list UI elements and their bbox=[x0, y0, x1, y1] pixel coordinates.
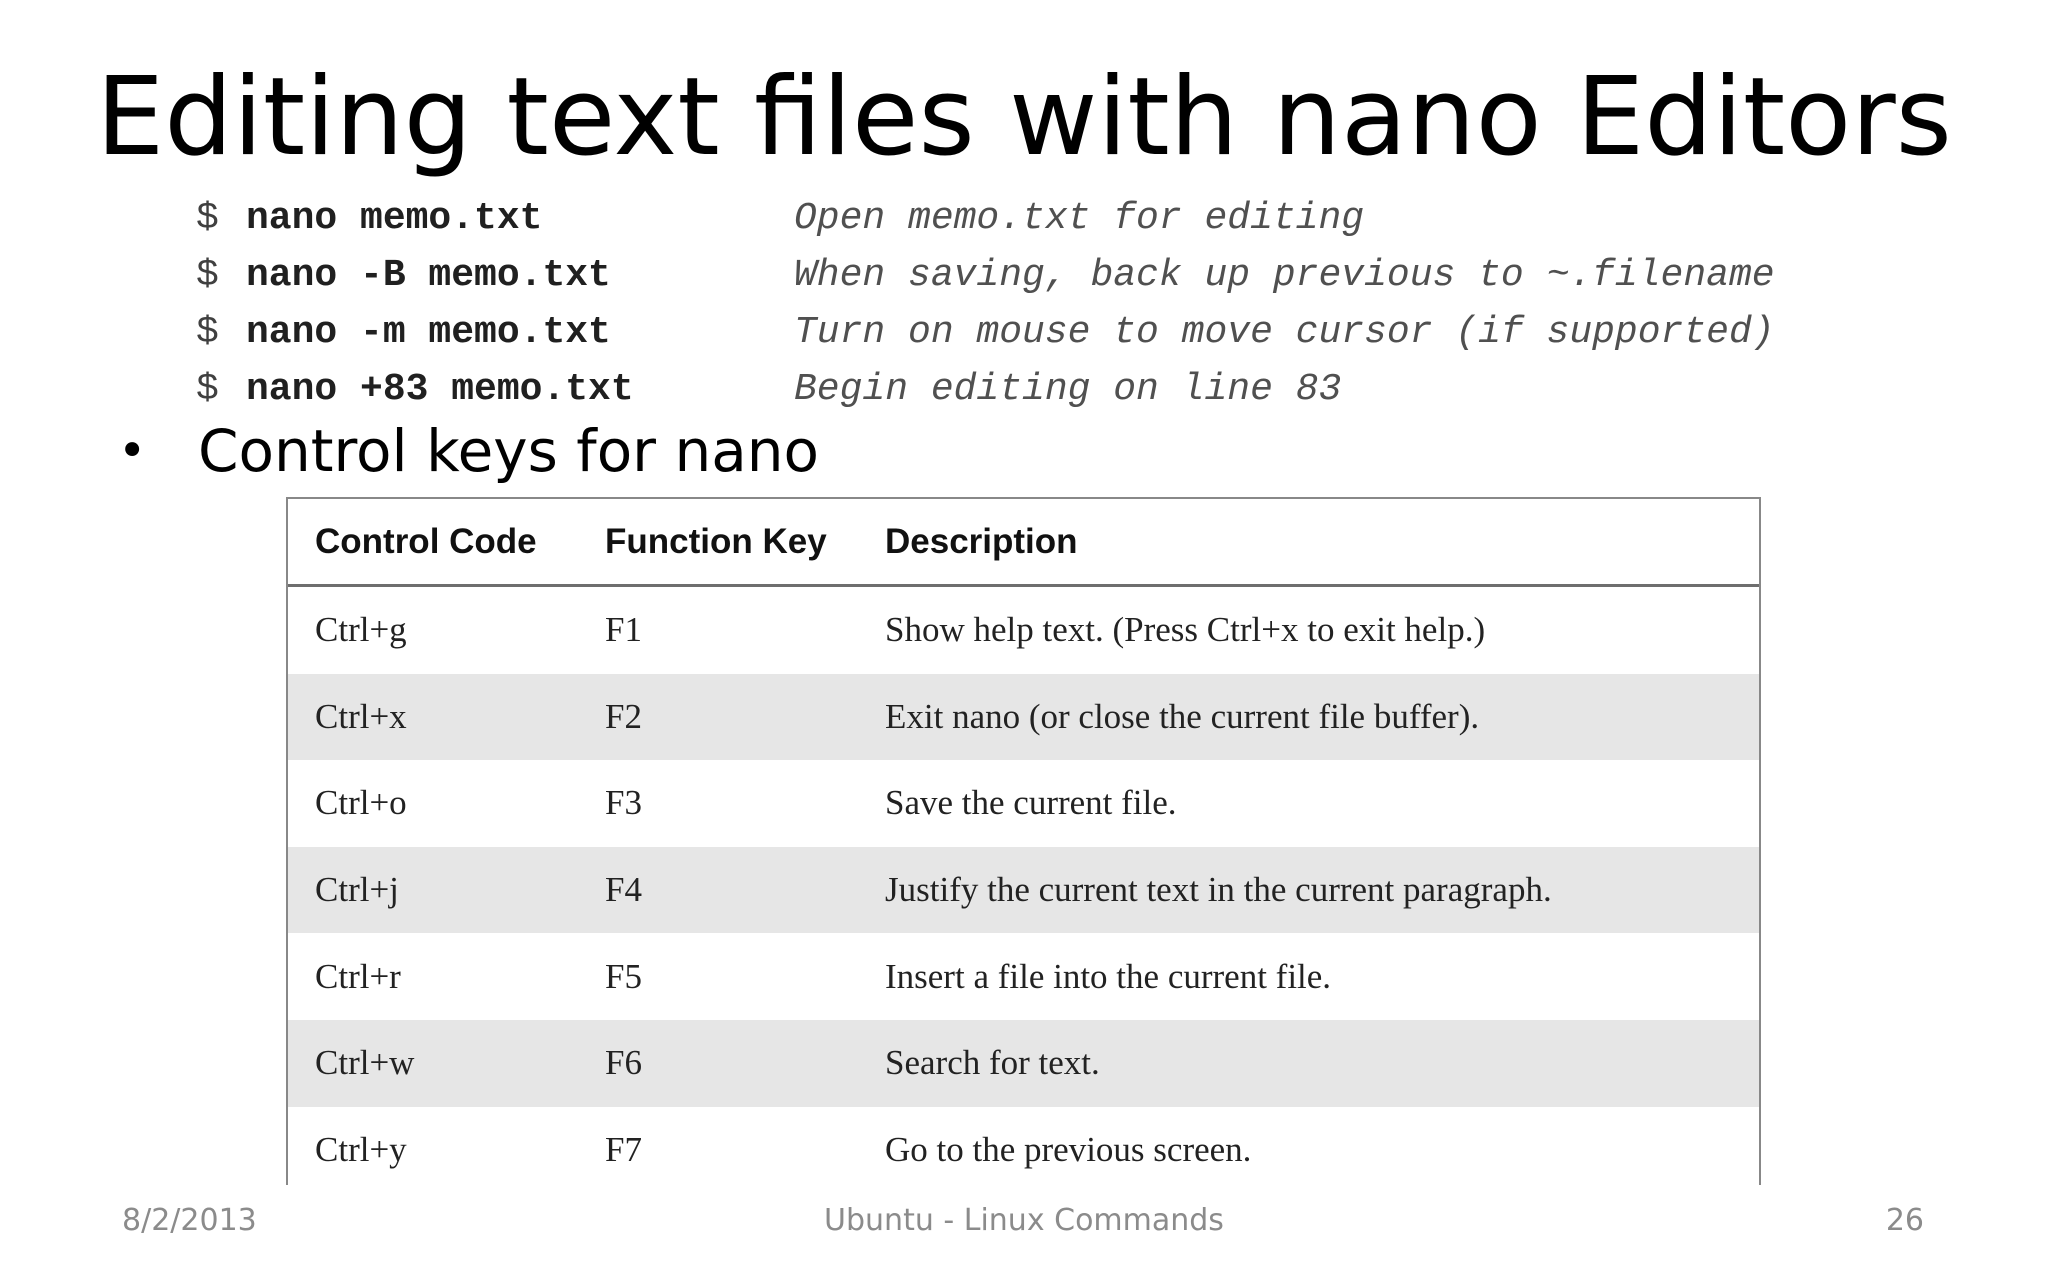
shell-prompt: $ bbox=[196, 368, 219, 411]
control-code-cell: Ctrl+y bbox=[315, 1129, 407, 1169]
nano-control-keys-table bbox=[286, 497, 1761, 1185]
table-row bbox=[288, 933, 1759, 1020]
command-text: nano -B memo.txt bbox=[246, 254, 611, 297]
bullet-text: Control keys for nano bbox=[198, 417, 820, 485]
function-key-cell: F7 bbox=[605, 1129, 642, 1169]
description-cell: Show help text. (Press Ctrl+x to exit help.) bbox=[885, 610, 1486, 650]
shell-prompt: $ bbox=[196, 311, 219, 354]
function-key-cell: F5 bbox=[605, 956, 642, 996]
command-row-mouse bbox=[196, 304, 1876, 361]
command-row-backup bbox=[196, 247, 1876, 304]
function-key-cell: F2 bbox=[605, 696, 642, 736]
footer-date: 8/2/2013 bbox=[122, 1203, 257, 1238]
description-cell: Insert a file into the current file. bbox=[885, 956, 1332, 996]
shell-prompt: $ bbox=[196, 197, 219, 240]
footer-title: Ubuntu - Linux Commands bbox=[824, 1203, 1224, 1238]
command-description: Turn on mouse to move cursor (if supported) bbox=[794, 311, 1775, 354]
function-key-cell: F4 bbox=[605, 870, 642, 910]
command-row-open bbox=[196, 190, 1876, 247]
function-key-cell: F3 bbox=[605, 783, 642, 823]
command-description: Begin editing on line 83 bbox=[794, 368, 1342, 411]
control-code-cell: Ctrl+g bbox=[315, 610, 407, 650]
table-row bbox=[288, 587, 1759, 674]
command-text: nano -m memo.txt bbox=[246, 311, 611, 354]
description-cell: Exit nano (or close the current file buffer). bbox=[885, 696, 1480, 736]
bullet-control-keys bbox=[118, 412, 819, 490]
column-header-description: Description bbox=[885, 521, 1078, 561]
column-header-control-code: Control Code bbox=[315, 521, 537, 561]
control-code-cell: Ctrl+x bbox=[315, 696, 407, 736]
function-key-cell: F1 bbox=[605, 610, 642, 650]
command-description: When saving, back up previous to ~.filename bbox=[794, 254, 1775, 297]
table-row bbox=[288, 1020, 1759, 1107]
table-row bbox=[288, 1107, 1759, 1185]
control-code-cell: Ctrl+r bbox=[315, 956, 401, 996]
table-header-row bbox=[288, 499, 1759, 587]
command-description: Open memo.txt for editing bbox=[794, 197, 1365, 240]
column-header-function-key: Function Key bbox=[605, 521, 827, 561]
command-row-line bbox=[196, 361, 1876, 418]
footer-page-number: 26 bbox=[1885, 1203, 1924, 1238]
control-code-cell: Ctrl+o bbox=[315, 783, 407, 823]
function-key-cell: F6 bbox=[605, 1043, 642, 1083]
command-text: nano +83 memo.txt bbox=[246, 368, 634, 411]
description-cell: Search for text. bbox=[885, 1043, 1100, 1083]
control-code-cell: Ctrl+j bbox=[315, 870, 399, 910]
table-row bbox=[288, 847, 1759, 934]
command-text: nano memo.txt bbox=[246, 197, 543, 240]
shell-prompt: $ bbox=[196, 254, 219, 297]
description-cell: Save the current file. bbox=[885, 783, 1177, 823]
table-row bbox=[288, 674, 1759, 761]
nano-command-list bbox=[196, 190, 1876, 418]
slide-title: Editing text files with nano Editors bbox=[96, 55, 1952, 180]
description-cell: Justify the current text in the current paragraph. bbox=[885, 870, 1552, 910]
table-row bbox=[288, 760, 1759, 847]
control-code-cell: Ctrl+w bbox=[315, 1043, 415, 1083]
description-cell: Go to the previous screen. bbox=[885, 1129, 1252, 1169]
bullet-icon: • bbox=[118, 423, 147, 479]
